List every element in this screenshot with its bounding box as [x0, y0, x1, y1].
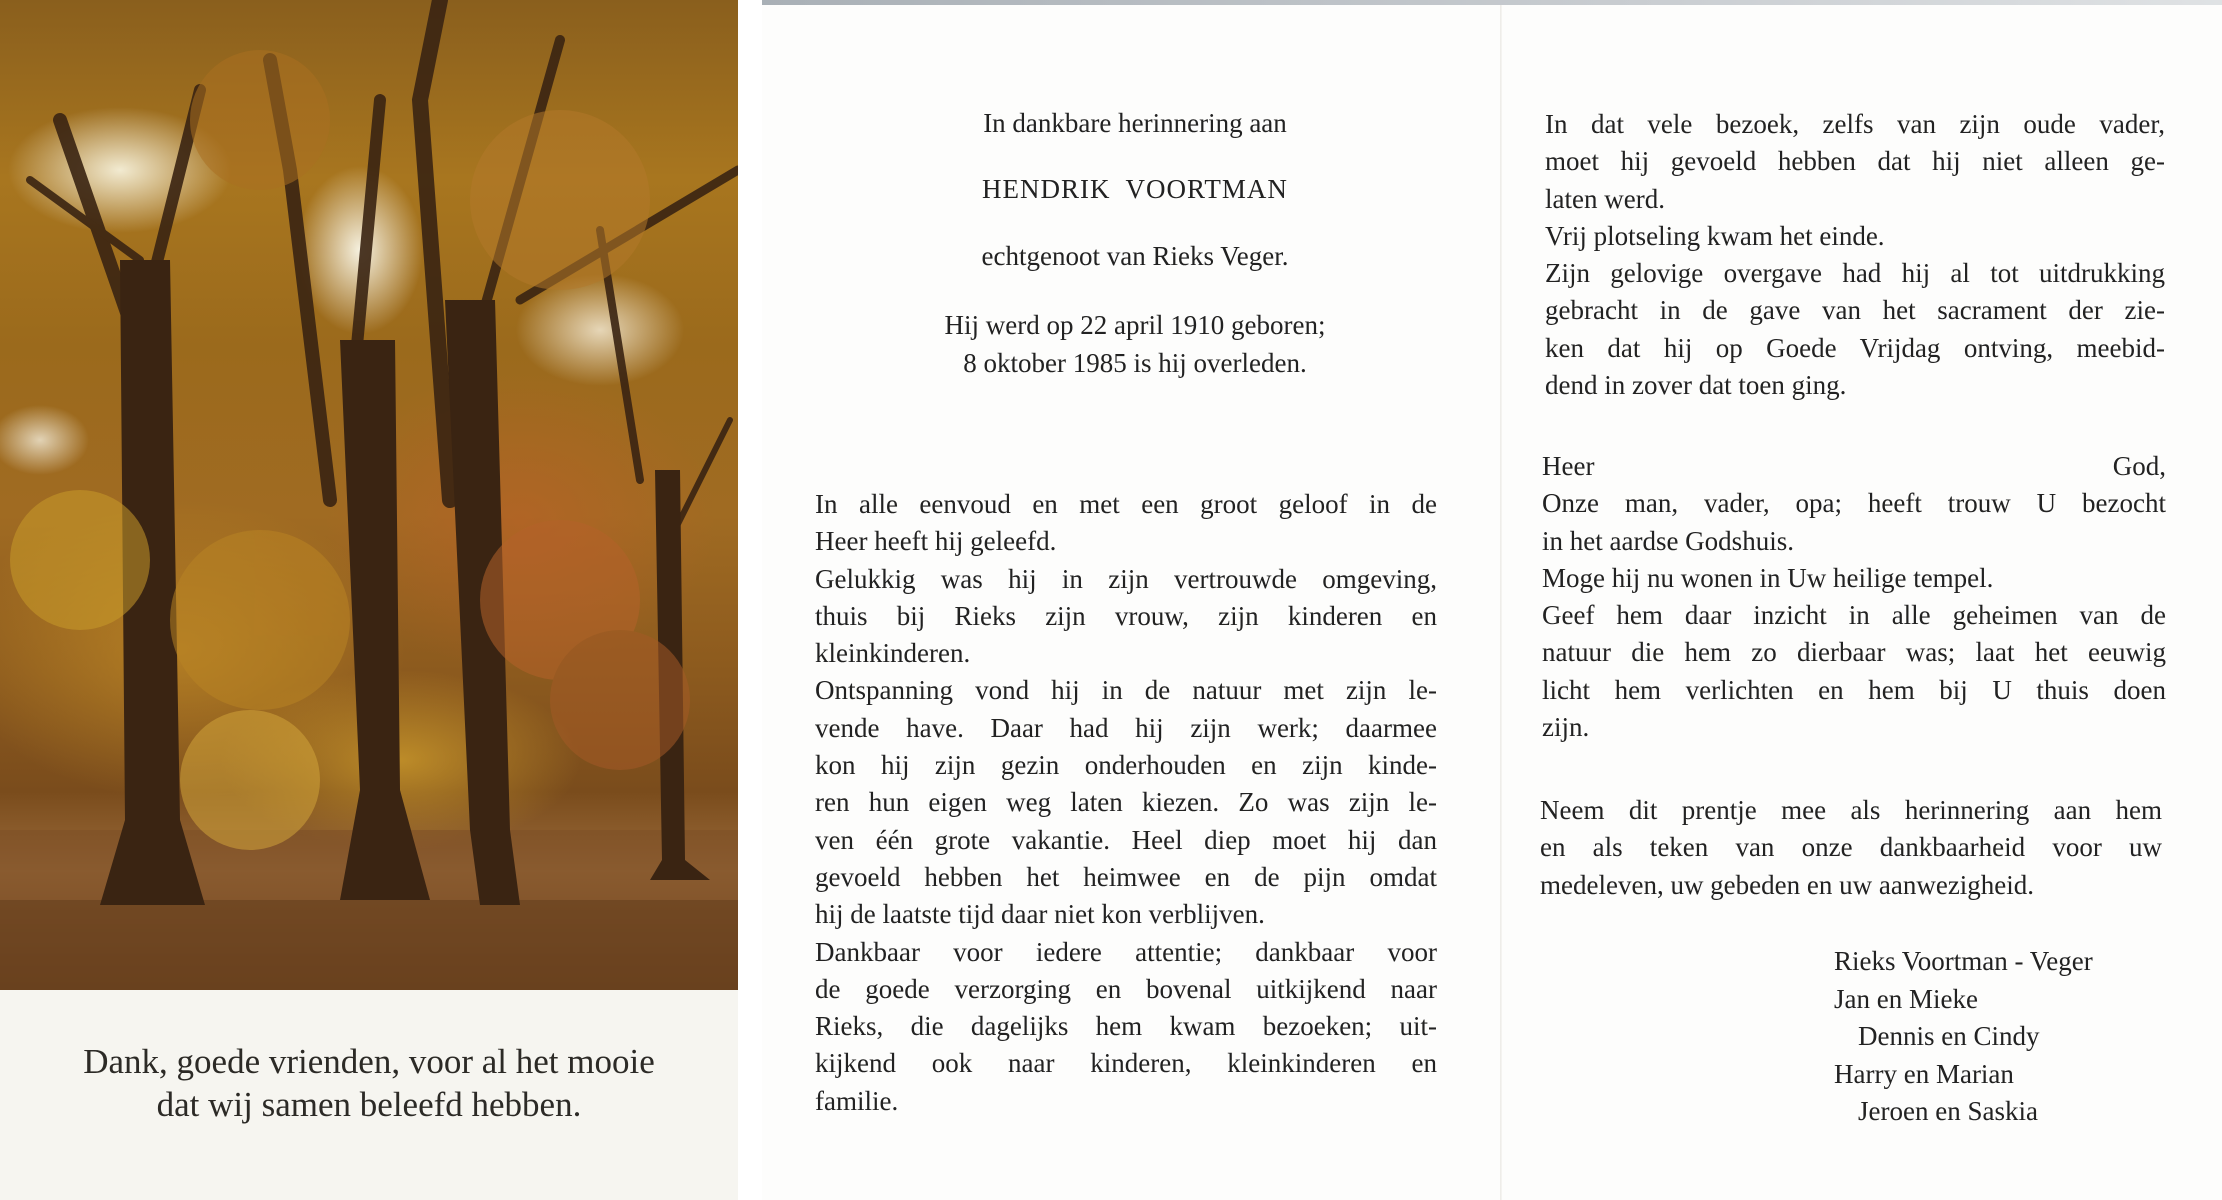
- text-line: moet hij gevoeld hebben dat hij niet alleen ge-: [1545, 146, 2165, 177]
- text-line: In dat vele bezoek, zelfs van zijn oude vader,: [1545, 109, 2165, 139]
- text-line: ken dat hij op Goede Vrijdag ontving, meebid-: [1545, 332, 2165, 363]
- ground-shadow: [0, 900, 738, 990]
- birth-line: Hij werd op 22 april 1910 geboren;: [944, 310, 1326, 340]
- text-line: licht hem verlichten en hem bij U thuis doen: [1542, 674, 2166, 705]
- spouse-line: echtgenoot van Rieks Veger.: [981, 241, 1289, 271]
- life-dates: [810, 306, 1460, 382]
- prayer-text: [1542, 448, 2166, 746]
- signature-name: Dennis en Cindy: [1858, 1021, 2040, 1051]
- card-gap: [738, 0, 762, 1200]
- text-line: natuur die hem zo dierbaar was; laat het eeuwig: [1542, 637, 2166, 668]
- caption-line: Dank, goede vrienden, voor al het mooie: [83, 1042, 655, 1081]
- dedication-heading: In dankbare herinnering aan: [983, 108, 1287, 138]
- death-line: 8 oktober 1985 is hij overleden.: [963, 348, 1307, 378]
- text-line: vende have. Daar had hij zijn werk; daarmee: [815, 712, 1437, 743]
- text-line: kon hij zijn gezin onderhouden en zijn kinde-: [815, 750, 1437, 781]
- text-line: Vrij plotseling kwam het einde.: [1545, 220, 1885, 251]
- forest-illustration: [0, 0, 738, 990]
- text-line: kleinkinderen.: [815, 638, 971, 669]
- text-line: laten werd.: [1545, 183, 1665, 214]
- text-line: kijkend ook naar kinderen, kleinkinderen en: [815, 1048, 1437, 1079]
- text-line: Rieks, die dagelijks hem kwam bezoeken; uit-: [815, 1011, 1437, 1042]
- text-line: Ontspanning vond hij in de natuur met zijn le-: [815, 675, 1437, 706]
- text-line: thuis bij Rieks zijn vrouw, zijn kinderen en: [815, 600, 1437, 631]
- text-line: gebracht in de gave van het sacrament der zie-: [1545, 295, 2165, 326]
- text-line: familie.: [815, 1085, 899, 1116]
- text-line: zijn.: [1542, 712, 1590, 743]
- text-line: Onze man, vader, opa; heeft trouw U bezocht: [1542, 488, 2166, 519]
- autumn-forest-photo: [0, 0, 738, 990]
- text-line: Heer heeft hij geleefd.: [815, 526, 1057, 557]
- text-line: medeleven, uw gebeden en uw aanwezigheid.: [1540, 869, 2035, 900]
- text-line: Dankbaar voor iedere attentie; dankbaar voor: [815, 936, 1437, 967]
- deceased-name: HENDRIK VOORTMAN: [982, 174, 1288, 204]
- signature-name: Jeroen en Saskia: [1858, 1096, 2038, 1126]
- text-line: Zijn gelovige overgave had hij al tot uitdrukking: [1545, 258, 2165, 289]
- signature-name: Harry en Marian: [1834, 1058, 2014, 1089]
- text-line: gevoeld hebben het heimwee en de pijn omdat: [815, 861, 1437, 892]
- final-days-text: [1545, 106, 2165, 404]
- family-signatures: [1834, 943, 2093, 1131]
- caption-line: dat wij samen beleefd hebben.: [156, 1085, 582, 1124]
- text-line: hij de laatste tijd daar niet kon verblijven.: [815, 899, 1265, 930]
- closing-text: [1540, 792, 2162, 904]
- text-line: de goede verzorging en bovenal uitkijkend naar: [815, 973, 1437, 1004]
- text-line: Moge hij nu wonen in Uw heilige tempel.: [1542, 562, 1994, 593]
- text-line: ven één grote vakantie. Heel diep moet hij dan: [815, 824, 1437, 855]
- text-line: Geef hem daar inzicht in alle geheimen van de: [1542, 600, 2166, 631]
- text-line: en als teken van onze dankbaarheid voor uw: [1540, 832, 2162, 863]
- memorial-header: [810, 108, 1460, 382]
- front-card: [0, 0, 738, 1200]
- text-line: Neem dit prentje mee als herinnering aan hem: [1540, 795, 2162, 825]
- text-line: ren hun eigen weg laten kiezen. Zo was zijn le-: [815, 787, 1437, 818]
- biography-text: [815, 486, 1437, 1120]
- text-line: Heer God,: [1542, 451, 2166, 481]
- page-fold: [1500, 5, 1502, 1200]
- tree-trunk: [340, 340, 430, 900]
- front-caption: [0, 1040, 738, 1126]
- text-line: Gelukkig was hij in zijn vertrouwde omgeving,: [815, 563, 1437, 594]
- signature-name: Rieks Voortman - Veger: [1834, 946, 2093, 976]
- spread-top-edge: [762, 0, 2222, 5]
- signature-name: Jan en Mieke: [1834, 983, 1978, 1014]
- text-line: In alle eenvoud en met een groot geloof in de: [815, 489, 1437, 519]
- text-line: in het aardse Godshuis.: [1542, 525, 1794, 556]
- text-line: dend in zover dat toen ging.: [1545, 370, 1847, 401]
